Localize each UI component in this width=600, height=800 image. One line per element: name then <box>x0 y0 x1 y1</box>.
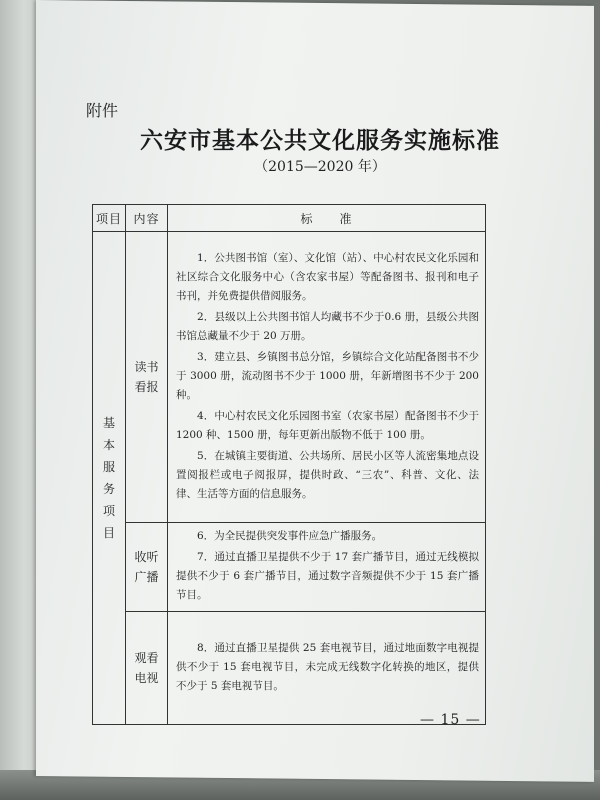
table-header-row <box>93 205 486 232</box>
page-title: 六安市基本公共文化服务实施标准 <box>140 127 500 154</box>
table-row <box>93 232 486 523</box>
content-line: 广播 <box>134 570 159 584</box>
header-content: 内容 <box>126 205 168 232</box>
content-line: 看报 <box>134 380 159 394</box>
item-cell <box>93 232 126 725</box>
header-standard: 标 准 <box>168 205 486 232</box>
page-subtitle: （2015—2020 年） <box>254 159 386 175</box>
standard-cell-tv <box>168 612 486 725</box>
item-char: 务 <box>102 482 115 496</box>
content-cell-reading <box>126 232 168 523</box>
content-cell-tv <box>126 612 168 725</box>
content-line: 读书 <box>134 360 159 374</box>
page-number: — 15 — <box>420 712 481 728</box>
standard-cell-radio <box>168 523 486 612</box>
attachment-label: 附件 <box>86 101 119 120</box>
content-cell-radio <box>126 523 168 612</box>
standard-paragraph: 5．在城镇主要街道、公共场所、居民小区等人流密集地点设置阅报栏或电子阅报屏，提供时政、“三农”、科普、文化、法律、生活等方面的信息服务。 <box>176 449 479 500</box>
item-char: 基 <box>102 416 115 430</box>
standard-cell-reading <box>168 232 486 523</box>
header-item: 项目 <box>93 205 126 232</box>
content-line: 电视 <box>134 671 159 685</box>
background-left <box>0 0 40 800</box>
item-char: 目 <box>102 526 115 540</box>
item-char: 服 <box>102 460 115 474</box>
item-char: 本 <box>102 438 115 452</box>
standard-paragraph: 6．为全民提供突发事件应急广播服务。 <box>197 530 383 542</box>
standard-paragraph: 3．建立县、乡镇图书总分馆，乡镇综合文化站配备图书不少于 3000 册，流动图书不少于 1000 册，年新增图书不少于 200 种。 <box>176 350 479 401</box>
standards-table <box>92 204 486 725</box>
standard-paragraph: 7．通过直播卫星提供不少于 17 套广播节目，通过无线模拟提供不少于 6 套广播节目，通过数字音频提供不少于 15 套广播节目。 <box>176 551 479 601</box>
standard-paragraph: 2．县级以上公共图书馆人均藏书不少于0.6 册，县级公共图书馆总藏量不少于 20 万册。 <box>176 310 479 342</box>
standard-paragraph: 8．通过直播卫星提供 25 套电视节目，通过地面数字电视提供不少于 15 套电视节目，未完成无线数字化转换的地区，提供不少于 5 套电视节目。 <box>176 641 479 692</box>
table-row <box>93 523 486 612</box>
content-line: 收听 <box>134 550 159 564</box>
standard-paragraph: 1．公共图书馆（室）、文化馆（站）、中心村农民文化乐园和社区综合文化服务中心（含农家书屋）等配备图书、报刊和电子书刊，并免费提供借阅服务。 <box>176 251 479 302</box>
item-char: 项 <box>102 504 115 518</box>
table-row <box>93 612 486 725</box>
standard-paragraph: 4．中心村农民文化乐园图书室（农家书屋）配备图书不少于 1200 种、1500 册，每年更新出版物不低于 100 册。 <box>176 409 479 441</box>
content-line: 观看 <box>134 651 159 665</box>
